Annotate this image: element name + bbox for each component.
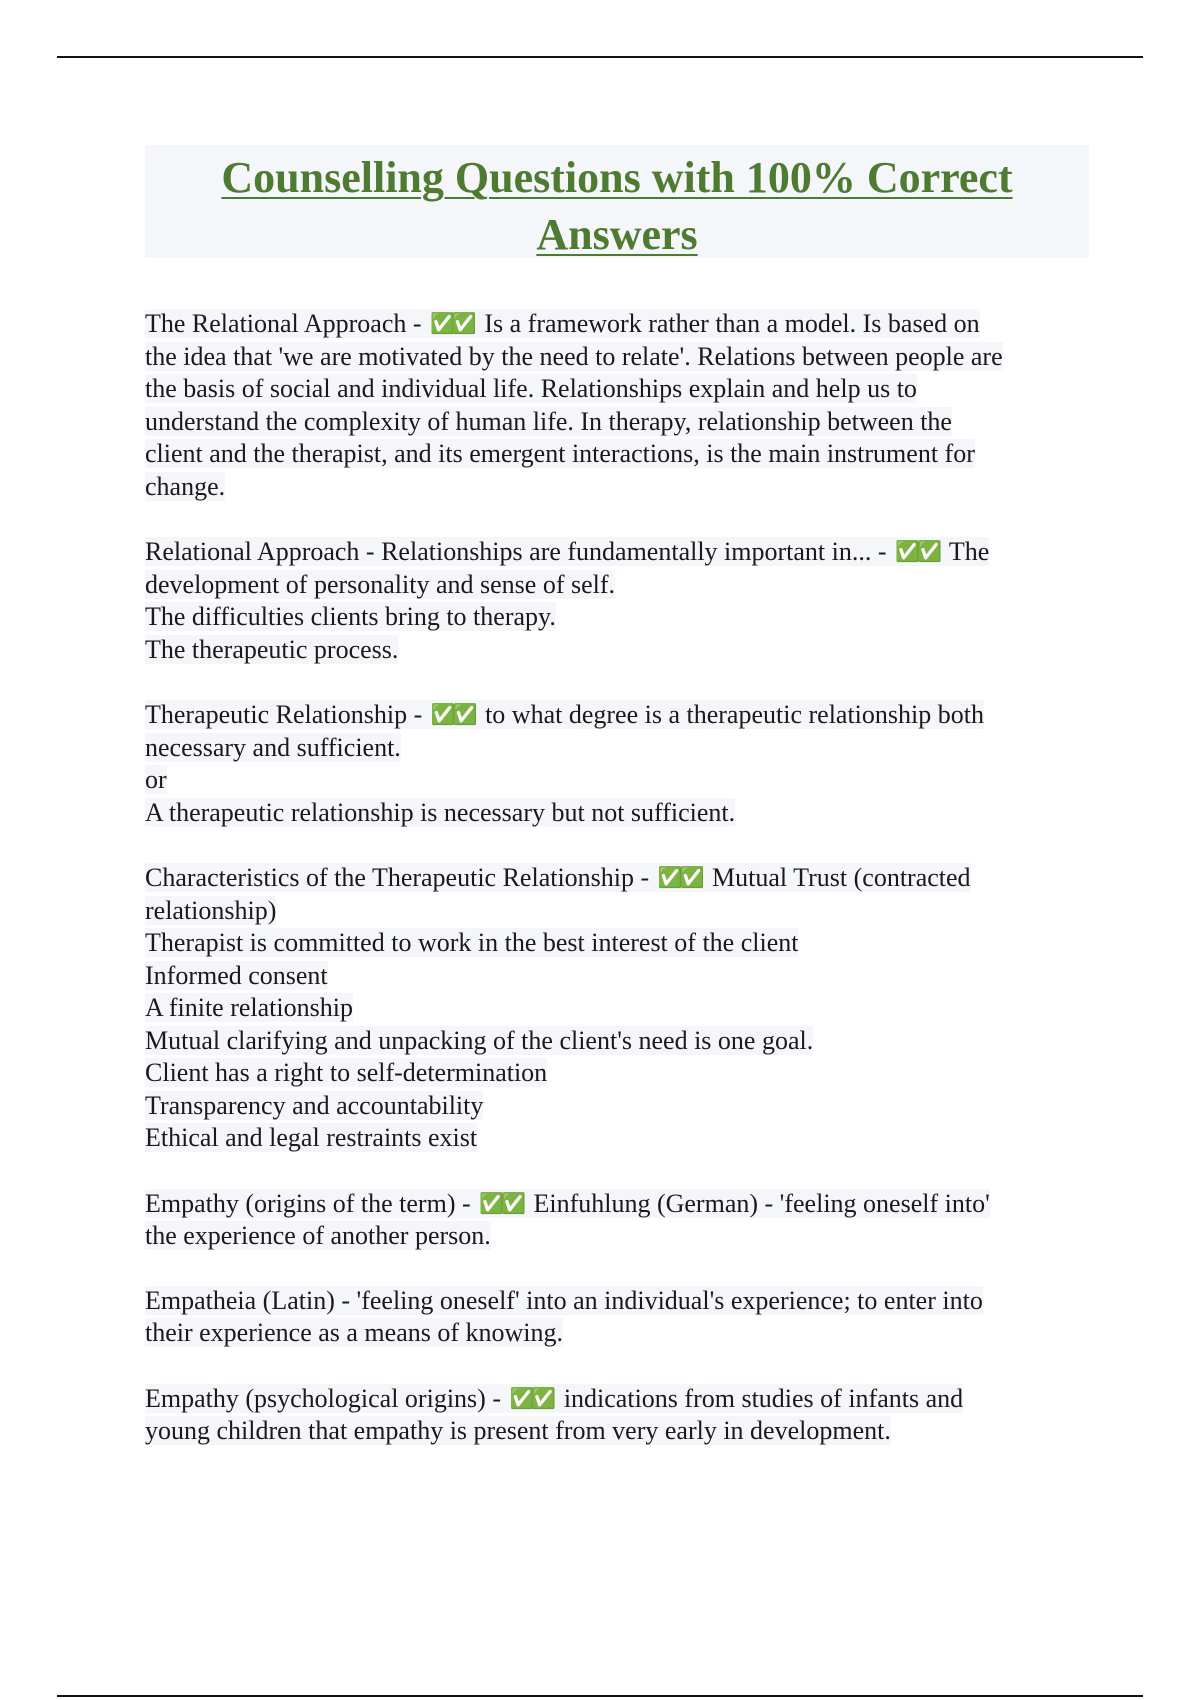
entry-definition: to what degree is a therapeutic relationship both (485, 700, 984, 729)
entry-line: Transparency and accountability (145, 1090, 484, 1120)
entry-first-line: The Relational Approach - ✅✅ Is a framework rather than a model. Is based on (145, 309, 980, 338)
qa-entry (145, 307, 1089, 503)
double-check-icon: ✅✅ (895, 539, 939, 563)
footer-rule (57, 1695, 1143, 1697)
qa-entry (145, 861, 1089, 1155)
entry-definition: Is a framework rather than a model. Is based on (484, 309, 980, 338)
entry-line: The therapeutic process. (145, 634, 399, 664)
entry-line: or (145, 765, 167, 794)
entry-line: Empatheia (Latin) - 'feeling oneself' into an individual's experience; to enter into (145, 1285, 983, 1315)
qa-entry (145, 1285, 1089, 1350)
entry-line: the basis of social and individual life. Relationships explain and help us to (145, 374, 917, 403)
entry-line: client and the therapist, and its emergent interactions, is the main instrument for (145, 439, 975, 468)
entry-line: A therapeutic relationship is necessary but not sufficient. (145, 797, 736, 827)
entry-term: Empathy (origins of the term) (145, 1188, 456, 1218)
double-check-icon: ✅✅ (430, 702, 475, 726)
entry-line: development of personality and sense of self. (145, 569, 616, 599)
entry-line: Therapist is committed to work in the best interest of the client (145, 928, 799, 957)
double-check-icon: ✅✅ (479, 1190, 523, 1215)
entry-line: their experience as a means of knowing. (145, 1318, 564, 1347)
title-banner (145, 145, 1089, 258)
entry-term: Empathy (psychological origins) (145, 1383, 486, 1413)
double-check-icon: ✅✅ (657, 865, 702, 889)
entry-line: The difficulties clients bring to therapy. (145, 602, 556, 631)
document-body (145, 307, 1089, 1480)
entry-first-line: Empathy (psychological origins) - ✅✅ indications from studies of infants and (145, 1383, 964, 1413)
entry-term: Characteristics of the Therapeutic Relationship (145, 863, 635, 892)
entry-line: relationship) (145, 895, 277, 925)
entry-line: change. (145, 471, 226, 501)
entry-line: necessary and sufficient. (145, 732, 401, 762)
entry-definition: Einfuhlung (German) - 'feeling oneself into' (533, 1188, 990, 1218)
entry-line: A finite relationship (145, 993, 353, 1022)
entry-term: The Relational Approach (145, 309, 407, 338)
entry-first-line: Empathy (origins of the term) - ✅✅ Einfuhlung (German) - 'feeling oneself into' (145, 1188, 990, 1218)
document-title: Counselling Questions with 100% Correct Answers (221, 153, 1013, 259)
entry-line: Mutual clarifying and unpacking of the client's need is one goal. (145, 1025, 814, 1055)
entry-line: Client has a right to self-determination (145, 1058, 548, 1087)
entry-term: Therapeutic Relationship (145, 700, 408, 729)
double-check-icon: ✅✅ (509, 1385, 554, 1410)
entry-term: Relational Approach - Relationships are fundamentally important in... (145, 537, 872, 566)
entry-definition: indications from studies of infants and (563, 1383, 964, 1413)
qa-entry (145, 698, 1089, 829)
qa-entry (145, 1187, 1089, 1253)
header-rule (57, 56, 1143, 58)
entry-first-line: Relational Approach - Relationships are fundamentally important in... - ✅✅ The (145, 537, 990, 566)
entry-definition: The (948, 537, 990, 566)
double-check-icon: ✅✅ (430, 311, 474, 335)
entry-line: Informed consent (145, 960, 328, 990)
entry-first-line: Therapeutic Relationship - ✅✅ to what degree is a therapeutic relationship both (145, 700, 984, 729)
qa-entry (145, 1382, 1089, 1448)
entry-line: the idea that 'we are motivated by the need to relate'. Relations between people are (145, 341, 1003, 371)
qa-entry (145, 535, 1089, 666)
entry-line: Ethical and legal restraints exist (145, 1123, 478, 1152)
entry-line: the experience of another person. (145, 1221, 491, 1250)
entry-line: young children that empathy is present from very early in development. (145, 1416, 891, 1445)
entry-line: understand the complexity of human life. In therapy, relationship between the (145, 406, 952, 436)
entry-first-line: Characteristics of the Therapeutic Relationship - ✅✅ Mutual Trust (contracted (145, 863, 971, 892)
entry-definition: Mutual Trust (contracted (712, 863, 971, 892)
